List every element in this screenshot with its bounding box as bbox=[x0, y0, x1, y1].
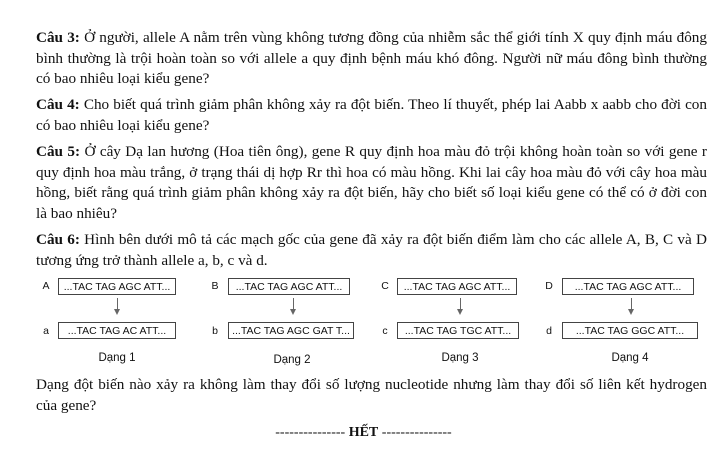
end-right-dashes: --------------- bbox=[381, 425, 452, 440]
mutation-group-3 bbox=[376, 276, 538, 372]
question-5-label: Câu 5: bbox=[36, 143, 81, 160]
mutation-caption: Dạng 3 bbox=[441, 352, 479, 364]
mutation-caption: Dạng 2 bbox=[273, 354, 311, 366]
question-5 bbox=[36, 142, 707, 224]
final-question: Dạng đột biến nào xảy ra không làm thay đổi số lượng nucleotide nhưng làm thay đổi số liên kết hydrogen của gene? bbox=[36, 376, 707, 414]
bottom-allele-letter: c bbox=[382, 325, 388, 337]
top-sequence-box: ...TAC TAG AGC ATT... bbox=[562, 278, 694, 295]
end-left-dashes: --------------- bbox=[275, 425, 346, 440]
arrow-down-icon bbox=[457, 309, 463, 315]
top-allele-letter: A bbox=[42, 280, 50, 292]
mutation-group-4 bbox=[542, 276, 704, 372]
mutation-group-1 bbox=[36, 276, 198, 372]
mutation-group-2 bbox=[208, 276, 370, 372]
top-allele-letter: B bbox=[211, 280, 219, 292]
top-sequence-box: ...TAC TAG AGC ATT... bbox=[397, 278, 517, 295]
question-3-label: Câu 3: bbox=[36, 29, 80, 46]
top-sequence-box: ...TAC TAG AGC ATT... bbox=[228, 278, 350, 295]
bottom-sequence-box: ...TAC TAG GGC ATT... bbox=[562, 322, 698, 339]
question-6 bbox=[36, 230, 707, 271]
question-4 bbox=[36, 95, 707, 136]
top-allele-letter: C bbox=[381, 280, 389, 292]
top-allele-letter: D bbox=[545, 280, 553, 292]
arrow-down-icon bbox=[114, 309, 120, 315]
question-6-label: Câu 6: bbox=[36, 231, 80, 248]
end-word: HẾT bbox=[348, 425, 379, 440]
end-marker bbox=[0, 425, 727, 441]
bottom-sequence-box: ...TAC TAG AC ATT... bbox=[58, 322, 176, 339]
question-4-text: Cho biết quá trình giảm phân không xảy ra đột biến. Theo lí thuyết, phép lai Aabb x aabb cho đời con có bao nhiêu loại kiểu gene? bbox=[36, 96, 707, 134]
bottom-sequence-box: ...TAC TAG TGC ATT... bbox=[397, 322, 519, 339]
bottom-allele-letter: b bbox=[212, 325, 218, 337]
bottom-allele-letter: d bbox=[546, 325, 552, 337]
mutation-diagram bbox=[36, 276, 708, 372]
mutation-caption: Dạng 1 bbox=[98, 352, 136, 364]
bottom-sequence-box: ...TAC TAG AGC GAT T... bbox=[228, 322, 354, 339]
question-4-label: Câu 4: bbox=[36, 96, 80, 113]
question-6-text: Hình bên dưới mô tả các mạch gốc của gene đã xảy ra đột biến điểm làm cho các allele A, B, C và D tương ứng trở thành allele a, b, c và d. bbox=[36, 231, 707, 269]
mutation-caption: Dạng 4 bbox=[611, 352, 649, 364]
arrow-down-icon bbox=[290, 309, 296, 315]
top-sequence-box: ...TAC TAG AGC ATT... bbox=[58, 278, 176, 295]
question-3 bbox=[36, 28, 707, 90]
bottom-allele-letter: a bbox=[43, 325, 49, 337]
question-5-text: Ở cây Dạ lan hương (Hoa tiên ông), gene R quy định hoa màu đỏ trội không hoàn toàn so với gene r quy định hoa màu trắng, ở trạng thái dị hợp Rr thì hoa có màu hồng. Khi lai cây hoa màu đỏ với cây hoa màu hồng, biết rằng quá trình giảm phân không xảy ra đột biến, hãy cho biết số loại kiểu gene có thể có ở đời con là bao nhiêu? bbox=[36, 143, 707, 222]
arrow-down-icon bbox=[628, 309, 634, 315]
question-3-text: Ở người, allele A nằm trên vùng không tương đồng của nhiễm sắc thể giới tính X quy định máu đông bình thường là trội hoàn toàn so với allele a quy định bệnh máu khó đông. Người nữ máu đông bình thường có bao nhiêu loại kiểu gene? bbox=[36, 29, 707, 87]
